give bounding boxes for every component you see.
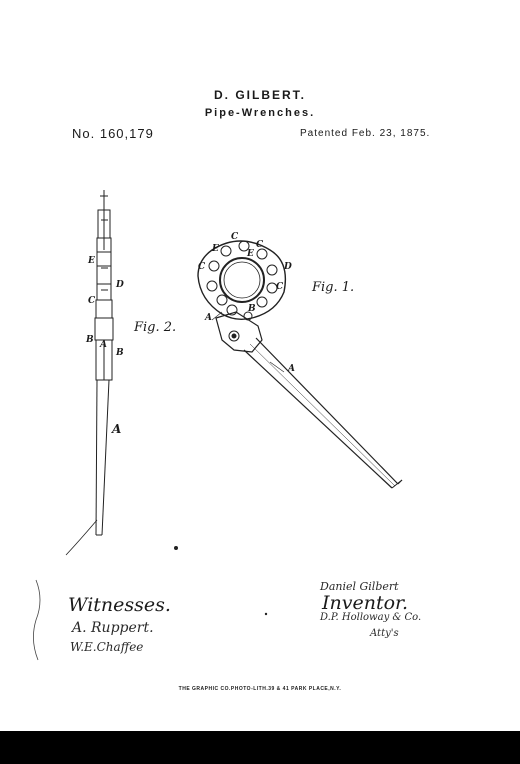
ink-speck: [174, 546, 178, 550]
patent-title: Pipe-Wrenches.: [204, 107, 316, 119]
fig1-letter-b: B: [248, 304, 256, 314]
fig1-letter-e: E: [247, 249, 254, 259]
fig2-label: Fig. 2.: [134, 320, 177, 335]
patented-date: Patented Feb. 23, 1875.: [300, 128, 431, 139]
printer-imprint: THE GRAPHIC CO.PHOTO-LITH.39 & 41 PARK PLACE,N.Y.: [178, 686, 342, 692]
fig2-letter-b: B: [116, 348, 124, 358]
page-edge-mark: [33, 580, 40, 660]
patent-number: No. 160,179: [72, 126, 154, 141]
fig1-letter-c: C: [256, 240, 264, 250]
fig2-letter-a: A: [112, 422, 122, 436]
witnesses-label: Witnesses.: [68, 594, 171, 616]
fig2-letter-e: E: [88, 256, 95, 266]
inventor-label: Inventor.: [322, 592, 409, 614]
fig1-letter-c: C: [231, 232, 239, 242]
fig2-letter-a: A: [100, 340, 107, 350]
attorney-signature: D.P. Holloway & Co.: [320, 612, 422, 623]
fig1-letter-c: C: [198, 262, 206, 272]
inventor-signature: Daniel Gilbert: [320, 580, 399, 593]
witness-signature: A. Ruppert.: [72, 620, 154, 636]
fig1-letter-c: C: [276, 282, 284, 292]
fig2-letter-c: C: [88, 296, 96, 306]
fig1-letter-d: D: [284, 262, 292, 272]
witness-signature: W.E.Chaffee: [70, 640, 144, 654]
inventor-name: D. GILBERT.: [213, 88, 306, 102]
fig1-letter-a: A: [205, 313, 212, 323]
ink-speck: [265, 613, 267, 615]
fig1-label: Fig. 1.: [312, 280, 355, 295]
fig2-drawing: [66, 190, 113, 555]
fig1-letter-e: E: [212, 244, 219, 254]
fig1-letter-a: A: [288, 364, 295, 374]
attorney-signature: Atty's: [370, 628, 399, 639]
scan-border: [0, 731, 520, 764]
fig2-letter-b: B: [86, 335, 94, 345]
fig2-letter-d: D: [116, 280, 124, 290]
fig1-drawing: [198, 241, 402, 488]
